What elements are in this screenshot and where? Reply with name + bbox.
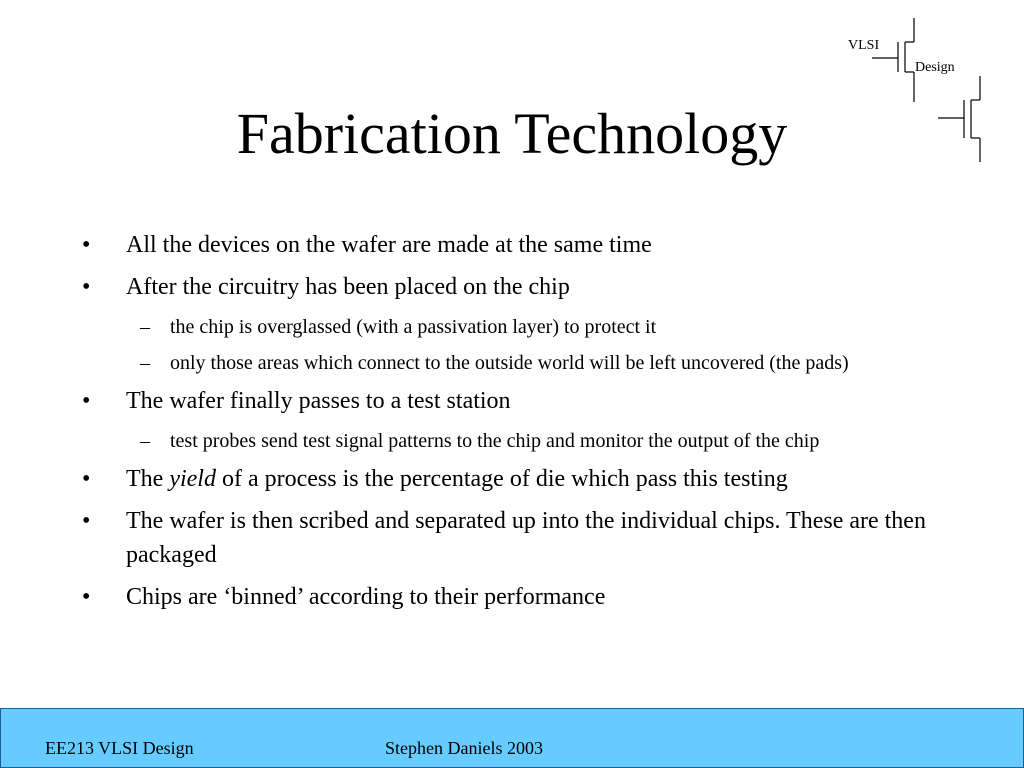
bullet-item: [82, 228, 942, 262]
logo-design-text: Design: [915, 60, 955, 75]
bullet-item: [82, 384, 942, 418]
bullet-text: Chips are ‘binned’ according to their performance: [126, 584, 606, 610]
bullet-item: [82, 270, 942, 304]
bullet-marker: •: [82, 466, 91, 492]
sub-bullet-marker: –: [140, 316, 150, 338]
bullet-text: All the devices on the wafer are made at the same time: [126, 232, 652, 258]
bullet-text: After the circuitry has been placed on the chip: [126, 274, 570, 300]
bullet-text-suffix: of a process is the percentage of die which pass this testing: [215, 466, 788, 492]
logo-vlsi-text: VLSI: [848, 38, 880, 53]
bullet-marker: •: [82, 232, 91, 258]
sub-bullet-text: only those areas which connect to the outside world will be left uncovered (the pads): [170, 352, 849, 374]
sub-bullet-item: [82, 312, 942, 343]
bullet-marker: •: [82, 584, 91, 610]
sub-bullet-text: test probes send test signal patterns to the chip and monitor the output of the chip: [170, 430, 820, 452]
sub-bullet-item: [82, 426, 942, 457]
bullet-marker: •: [82, 388, 91, 414]
author-label: Stephen Daniels 2003: [385, 738, 543, 758]
bullet-marker: •: [82, 274, 91, 300]
sub-bullet-marker: –: [140, 352, 150, 374]
bullet-item: [82, 462, 942, 496]
footer-bar: [0, 708, 1024, 768]
bullet-text: The wafer finally passes to a test station: [126, 388, 511, 414]
bullet-item: [82, 580, 942, 614]
bullet-item: [82, 504, 942, 572]
course-label: EE213 VLSI Design: [45, 738, 194, 758]
bullet-marker: •: [82, 508, 91, 534]
sub-bullet-item: [82, 348, 942, 379]
bullet-list: [82, 228, 942, 622]
sub-bullet-marker: –: [140, 430, 150, 452]
sub-bullet-text: the chip is overglassed (with a passivation layer) to protect it: [170, 316, 657, 338]
slide-title: Fabrication Technology: [236, 101, 788, 166]
yield-emphasis: yield: [169, 466, 216, 492]
bullet-text: The wafer is then scribed and separated up into the individual chips. These are then packaged: [126, 508, 926, 568]
bullet-text-prefix: The: [126, 466, 170, 492]
